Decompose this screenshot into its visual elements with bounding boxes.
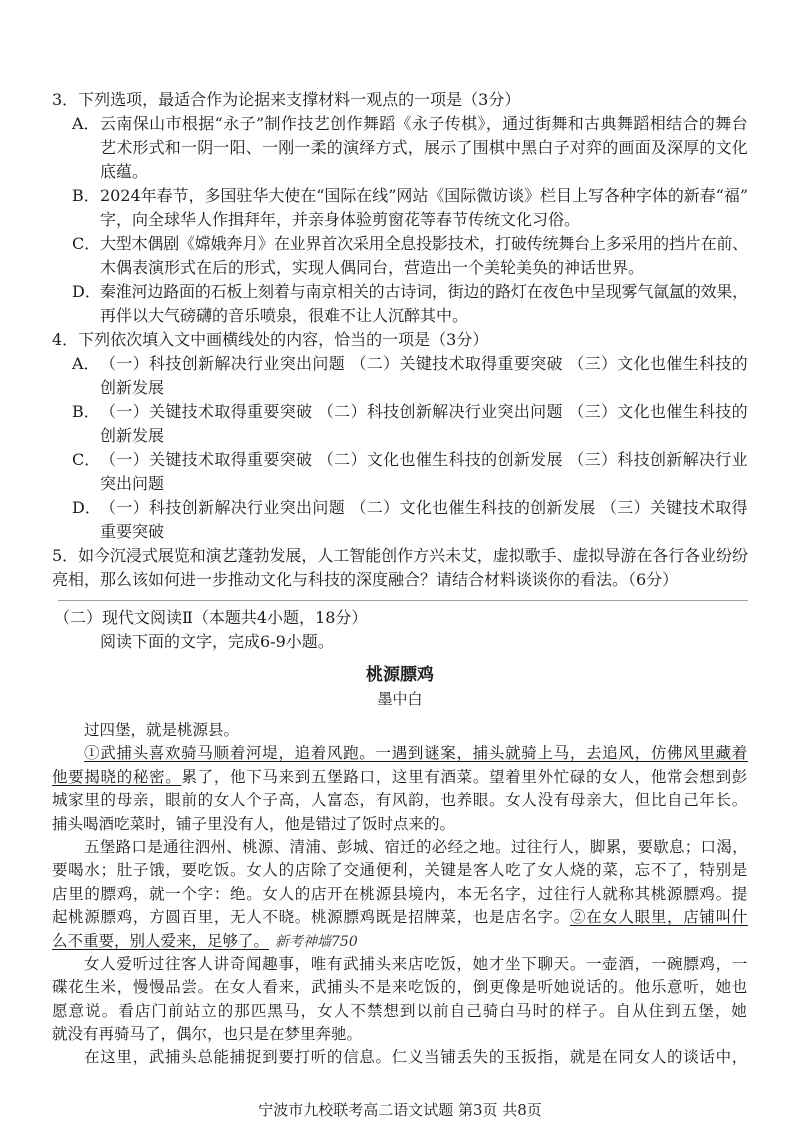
option-line bbox=[100, 136, 748, 160]
option-c bbox=[72, 232, 748, 280]
page-footer: 宁波市九校联考高二语文试题 第3页 共8页 bbox=[258, 1101, 542, 1119]
line-text: 捕头喝酒吃菜时，铺子里没有人，他是错过了饭时点来的。 bbox=[52, 814, 456, 833]
option-label: C． bbox=[72, 450, 101, 469]
underlined-sentence: ①武捕头喜欢骑马顺着河堤，追着风跑。一遇到谜案，捕头就骑上马，去追风，仿佛风里藏着 bbox=[84, 744, 748, 763]
line-text: 就没有再骑马了，偶尔，也只是在梦里奔驰。 bbox=[52, 1025, 363, 1044]
line-text: 女人爱听过往客人讲奇闻趣事，唯有武捕头来店吃饭，她才坐下聊天。一壶酒，一碗膘鸡，一 bbox=[84, 954, 748, 973]
question-list bbox=[52, 88, 748, 592]
section-heading: （二）现代文阅读Ⅱ（本题共4小题，18分） bbox=[54, 608, 368, 627]
article-paragraph bbox=[52, 742, 748, 836]
option-line bbox=[100, 280, 748, 304]
option-line bbox=[100, 304, 748, 328]
line-text: 秦淮河边路面的石板上刻着与南京相关的古诗词，街边的路灯在夜色中呈现雾气氤氲的效果， bbox=[100, 282, 748, 301]
option-text bbox=[100, 184, 748, 232]
article-author: 墨中白 bbox=[377, 690, 423, 708]
line-text: （一）关键技术取得重要突破 （二）科技创新解决行业突出问题 （三）文化也催生科技的 bbox=[100, 402, 748, 421]
paragraph-line bbox=[52, 766, 748, 789]
question-stem-line bbox=[52, 544, 748, 568]
line-text: 突出问题 bbox=[100, 474, 165, 493]
option-line bbox=[100, 256, 748, 280]
line-text: 重要突破 bbox=[100, 522, 165, 541]
option-text bbox=[100, 400, 748, 448]
article-paragraph bbox=[52, 953, 748, 1047]
paragraph-line bbox=[52, 859, 748, 882]
line-text bbox=[84, 744, 748, 762]
line-text: 再伴以大气磅礴的音乐喷泉，很难不让人沉醉其中。 bbox=[100, 306, 469, 325]
line-text: 大型木偶剧《嫦娥奔月》在业界首次采用全息投影技术，打破传统舞台上多采用的挡片在前、 bbox=[100, 234, 748, 253]
option-b bbox=[72, 184, 748, 232]
section-divider bbox=[58, 600, 748, 601]
article-paragraph bbox=[52, 719, 748, 742]
paragraph-line bbox=[52, 930, 748, 953]
line-text: 云南保山市根据“永子”制作技艺创作舞蹈《永子传棋》，通过街舞和古典舞蹈相结合的舞台 bbox=[100, 114, 748, 133]
line-text: 4．下列依次填入文中画横线处的内容，恰当的一项是（3分） bbox=[52, 330, 489, 349]
option-label: A． bbox=[72, 354, 100, 373]
paragraph-line bbox=[52, 906, 748, 929]
line-text: 愿意说。看店门前站立的那匹黑马，女人不禁想到以前自己骑白马时的样子。自从住到五堡，她 bbox=[52, 1001, 748, 1020]
line-text: 艺术形式和一阴一阳、一刚一柔的演绎方式，展示了围棋中黑白子对弈的画面及深厚的文化 bbox=[100, 138, 748, 157]
handwritten-note: 新考神墙750 bbox=[275, 933, 358, 950]
option-line bbox=[100, 112, 748, 136]
paragraph-line bbox=[84, 1046, 748, 1069]
line-text: 过四堡，就是桃源县。 bbox=[84, 721, 240, 739]
option-a bbox=[72, 112, 748, 184]
line-text: 五堡路口是通往泗州、桃源、清浦、彭城、宿迁的必经之地。过往行人，脚累，要歇息；口渴， bbox=[84, 837, 748, 856]
question-stem-line bbox=[52, 88, 748, 112]
option-text bbox=[100, 280, 748, 328]
option-label: B． bbox=[72, 186, 100, 205]
paragraph-line bbox=[84, 742, 748, 765]
paragraph-line bbox=[52, 1023, 748, 1046]
option-line bbox=[100, 520, 748, 544]
paragraph-line bbox=[52, 1000, 748, 1023]
option-c bbox=[72, 448, 748, 496]
question-block bbox=[52, 88, 748, 328]
option-line bbox=[100, 376, 748, 400]
option-line bbox=[100, 496, 748, 520]
line-text: 碟花生米，慢慢品尝。在女人看来，武捕头不是来吃饭的，倒更像是听她说话的。他乐意听，她也 bbox=[52, 978, 748, 997]
line-text: 城家里的母亲，眼前的女人个子高，人富态，有风韵，也养眼。女人没有母亲大，但比自己年长。 bbox=[52, 791, 748, 810]
option-b bbox=[72, 400, 748, 448]
line-text: （一）科技创新解决行业突出问题 （二）文化也催生科技的创新发展 （三）关键技术取得 bbox=[100, 498, 748, 517]
line-text: 要喝水；肚子饿，要吃饭。女人的店除了交通便利，关键是客人吃了女人烧的菜，忘不了，特别是 bbox=[52, 861, 748, 880]
line-text: 2024年春节，多国驻华大使在“国际在线”网站《国际微访谈》栏目上写各种字体的新春“福” bbox=[100, 186, 748, 205]
paragraph-line bbox=[52, 789, 748, 812]
option-label: A． bbox=[72, 114, 100, 133]
text-segment: 起桃源膘鸡，方圆百里，无人不晓。桃源膘鸡既是招牌菜，也是店名字。 bbox=[52, 908, 570, 927]
question-stem-line bbox=[52, 328, 748, 352]
option-text bbox=[100, 448, 748, 496]
option-line bbox=[100, 232, 748, 256]
question-block bbox=[52, 328, 748, 544]
underlined-sentence: ②在女人眼里，店铺叫什 bbox=[569, 908, 748, 927]
option-line bbox=[100, 352, 748, 376]
question-stem-line bbox=[52, 568, 748, 592]
option-text bbox=[100, 352, 748, 400]
option-line bbox=[100, 472, 748, 496]
option-label: B． bbox=[72, 402, 100, 421]
line-text: 创新发展 bbox=[100, 426, 165, 445]
paragraph-line bbox=[84, 953, 748, 976]
option-text bbox=[100, 232, 748, 280]
paragraph-line bbox=[84, 719, 748, 742]
line-text: 5．如今沉浸式展览和演艺蓬勃发展，人工智能创作方兴未艾，虚拟歌手、虚拟导游在各行各业纷纷 bbox=[52, 546, 748, 565]
line-text bbox=[52, 932, 358, 950]
line-text: 木偶表演形式在后的形式，实现人偶同台，营造出一个美轮美奂的神话世界。 bbox=[100, 258, 645, 277]
option-text bbox=[100, 496, 748, 544]
line-text: （一）关键技术取得重要突破 （二）文化也催生科技的创新发展 （三）科技创新解决行业 bbox=[100, 450, 748, 469]
line-text: 亮相，那么该如何进一步推动文化与科技的深度融合？请结合材料谈谈你的看法。（6分） bbox=[52, 570, 679, 589]
option-a bbox=[72, 352, 748, 400]
option-d bbox=[72, 496, 748, 544]
option-line bbox=[100, 208, 748, 232]
paragraph-line bbox=[52, 813, 748, 836]
line-text: 店里的膘鸡，就一个字：绝。女人的店开在桃源县境内，本无名字，过往行人就称其桃源膘鸡。提 bbox=[52, 884, 748, 903]
option-line bbox=[100, 424, 748, 448]
line-text: 3．下列选项，最适合作为论据来支撑材料一观点的一项是（3分） bbox=[52, 90, 521, 109]
underlined-sentence: 他要揭晓的秘密。 bbox=[52, 767, 182, 786]
line-text: 在这里，武捕头总能捕捉到要打听的信息。仁义当铺丢失的玉扳指，就是在同女人的谈话中， bbox=[84, 1048, 748, 1067]
article-paragraph bbox=[52, 836, 748, 953]
paragraph-line bbox=[84, 836, 748, 859]
question-block bbox=[52, 544, 748, 592]
option-text bbox=[100, 112, 748, 184]
option-line bbox=[100, 400, 748, 424]
text-segment: 累了，他下马来到五堡路口，这里有酒菜。望着里外忙碌的女人，他常会想到彭 bbox=[181, 767, 748, 786]
reading-instruction: 阅读下面的文字，完成6-9小题。 bbox=[100, 632, 334, 651]
line-text bbox=[52, 908, 748, 926]
line-text bbox=[52, 768, 748, 786]
option-label: D． bbox=[72, 282, 101, 301]
line-text: 创新发展 bbox=[100, 378, 165, 397]
option-line bbox=[100, 184, 748, 208]
line-text: 底蕴。 bbox=[100, 162, 149, 181]
paragraph-line bbox=[52, 976, 748, 999]
article-title: 桃源膘鸡 bbox=[366, 665, 434, 685]
option-label: C． bbox=[72, 234, 101, 253]
option-label: D． bbox=[72, 498, 101, 517]
paragraph-line bbox=[52, 883, 748, 906]
option-line bbox=[100, 160, 748, 184]
underlined-sentence: 么不重要，别人爱来，足够了。 bbox=[52, 931, 270, 950]
option-d bbox=[72, 280, 748, 328]
article-paragraph bbox=[52, 1046, 748, 1069]
line-text: （一）科技创新解决行业突出问题 （二）关键技术取得重要突破 （三）文化也催生科技的 bbox=[100, 354, 748, 373]
line-text: 字，向全球华人作揖拜年，并亲身体验剪窗花等春节传统文化习俗。 bbox=[100, 210, 581, 229]
page-content bbox=[52, 88, 748, 1070]
option-line bbox=[100, 448, 748, 472]
article-body bbox=[52, 719, 748, 1070]
